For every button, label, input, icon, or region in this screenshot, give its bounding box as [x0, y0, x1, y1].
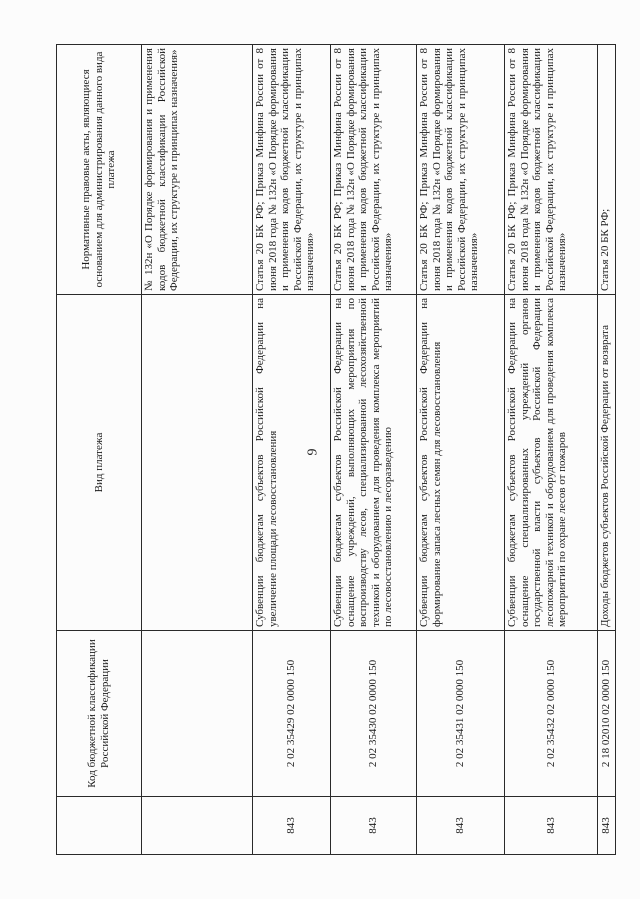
payment-kind-cell: Доходы бюджетов субъектов Российской Федерации от возврата	[598, 295, 616, 631]
table-row	[505, 45, 598, 855]
admin-code-cell: 843	[417, 797, 505, 855]
bk-code-cell: 2 02 35432 02 0000 150	[505, 631, 598, 797]
table-row	[142, 45, 253, 855]
budget-classification-table	[56, 44, 616, 855]
legal-acts-cell: Статья 20 БК РФ; Приказ Минфина России от 8 июня 2018 года № 132н «О Порядке формирования и применения кодов бюджетной классификации Российской Федерации, их структуре и принципах назначения»	[331, 45, 417, 295]
admin-code-cell: 843	[331, 797, 417, 855]
admin-code-cell: 843	[598, 797, 616, 855]
admin-code-cell: 843	[253, 797, 331, 855]
bk-code-cell: 2 02 35429 02 0000 150	[253, 631, 331, 797]
legal-acts-cell: № 132н «О Порядке формирования и применения кодов бюджетной классификации Российской Федерации, их структуре и принципах назначения»	[142, 45, 253, 295]
header-kind: Вид платежа	[57, 295, 142, 631]
bk-code-cell: 2 02 35431 02 0000 150	[417, 631, 505, 797]
bk-code-cell: 2 18 02010 02 0000 150	[598, 631, 616, 797]
header-code: Код бюджетной классификации Российской Федерации	[57, 631, 142, 797]
payment-kind-cell	[142, 295, 253, 631]
table-row	[331, 45, 417, 855]
table-row	[598, 45, 616, 855]
admin-code-cell	[142, 797, 253, 855]
admin-code-cell: 843	[505, 797, 598, 855]
header-admin	[57, 797, 142, 855]
legal-acts-cell: Статья 20 БК РФ; Приказ Минфина России от 8 июня 2018 года № 132н «О Порядке формирования и применения кодов бюджетной классификации Российской Федерации, их структуре и принципах назначения»	[417, 45, 505, 295]
page-number: 9	[305, 448, 321, 456]
payment-kind-cell: Субвенции бюджетам субъектов Российской Федерации на увеличение площади лесовосстановления	[253, 295, 331, 631]
bk-code-cell: 2 02 35430 02 0000 150	[331, 631, 417, 797]
payment-kind-cell: Субвенции бюджетам субъектов Российской Федерации на оснащение специализированных учреждений органов государственной власти субъектов Российской Федерации лесопожарной техникой и оборудованием для проведения комплекса мероприятий по охране лесов от пожаров	[505, 295, 598, 631]
header-acts: Нормативные правовые акты, являющиеся основанием для администрирования данного вида платежа	[57, 45, 142, 295]
payment-kind-cell: Субвенции бюджетам субъектов Российской Федерации на оснащение учреждений, выполняющих мероприятия по воспроизводству лесов, специализированной лесохозяйственной техникой и оборудованием для проведения комплекса мероприятий по лесовосстановлению и лесоразведению	[331, 295, 417, 631]
table-header-row	[57, 45, 142, 855]
payment-kind-cell: Субвенции бюджетам субъектов Российской Федерации на формирование запаса лесных семян для лесовосстановления	[417, 295, 505, 631]
table-row	[417, 45, 505, 855]
legal-acts-cell: Статья 20 БК РФ;	[598, 45, 616, 295]
bk-code-cell	[142, 631, 253, 797]
legal-acts-cell: Статья 20 БК РФ; Приказ Минфина России от 8 июня 2018 года № 132н «О Порядке формирования и применения кодов бюджетной классификации Российской Федерации, их структуре и принципах назначения»	[505, 45, 598, 295]
legal-acts-cell: Статья 20 БК РФ; Приказ Минфина России от 8 июня 2018 года № 132н «О Порядке формирования и применения кодов бюджетной классификации Российской Федерации, их структуре и принципах назначения»	[253, 45, 331, 295]
